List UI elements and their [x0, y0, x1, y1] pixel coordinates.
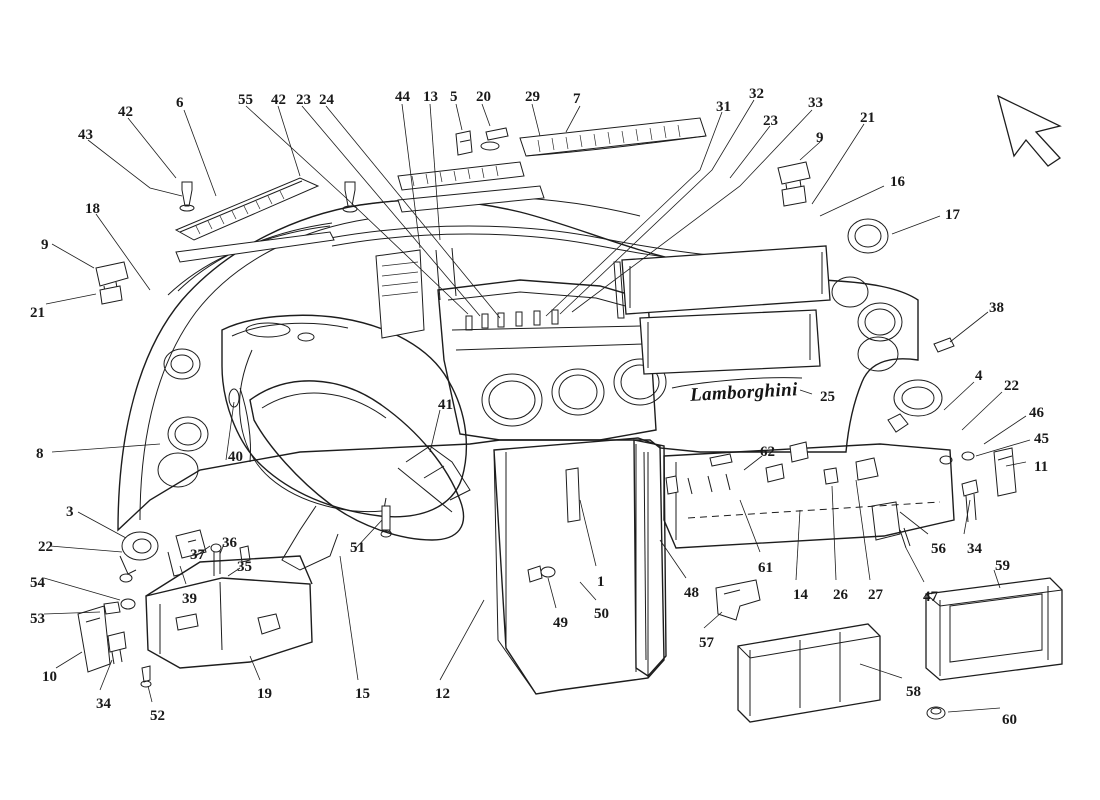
callout-number: 62 — [760, 444, 775, 460]
callout-number: 27 — [868, 587, 883, 603]
callout-number: 37 — [190, 547, 205, 563]
direction-arrow-icon — [998, 96, 1060, 166]
part-clip-9-right — [778, 162, 810, 206]
callout-number: 1 — [597, 574, 605, 590]
callout-number: 11 — [1034, 459, 1049, 475]
callout-number: 41 — [438, 397, 453, 413]
callout-number: 5 — [450, 89, 458, 105]
callout-number: 19 — [257, 686, 272, 702]
callout-number: 17 — [945, 207, 960, 223]
part-clip-9-left — [96, 262, 128, 304]
callout-number: 42 — [118, 104, 133, 120]
callout-number: 38 — [989, 300, 1004, 316]
callout-number: 45 — [1034, 431, 1049, 447]
callout-number: 25 — [820, 389, 835, 405]
callout-number: 44 — [395, 89, 410, 105]
callout-number: 42 — [271, 92, 286, 108]
callout-number: 21 — [860, 110, 875, 126]
part-bracket-57 — [716, 580, 760, 620]
callout-number: 29 — [525, 89, 540, 105]
callout-number: 32 — [749, 86, 764, 102]
callout-number: 16 — [890, 174, 905, 190]
callout-number: 23 — [296, 92, 311, 108]
callout-number: 53 — [30, 611, 45, 627]
part-lower-left-trim-19 — [146, 556, 312, 668]
part-left-vents-8 — [158, 349, 208, 487]
callout-number: 10 — [42, 669, 57, 685]
callout-number: 34 — [96, 696, 111, 712]
callout-number: 47 — [923, 589, 938, 605]
callout-number: 46 — [1029, 405, 1044, 421]
callout-number: 13 — [423, 89, 438, 105]
part-trim-strip-44 — [398, 162, 544, 212]
part-panel-58 — [738, 624, 880, 722]
part-clip-20 — [456, 131, 472, 155]
part-trim-strip-6 — [176, 178, 334, 262]
callout-number: 43 — [78, 127, 93, 143]
part-clip-38 — [934, 338, 954, 352]
callout-number: 51 — [350, 540, 365, 556]
part-knob-60 — [927, 707, 945, 719]
callout-number: 22 — [1004, 378, 1019, 394]
callout-number: 49 — [553, 615, 568, 631]
callout-number: 6 — [176, 95, 184, 111]
callout-number: 4 — [975, 368, 983, 384]
callout-number: 15 — [355, 686, 370, 702]
callout-number: 60 — [1002, 712, 1017, 728]
callout-number: 54 — [30, 575, 45, 591]
part-cluster-binnacle-40 — [222, 315, 466, 516]
callout-number: 55 — [238, 92, 253, 108]
part-screw-43 — [180, 182, 194, 211]
part-center-stack — [376, 248, 666, 440]
part-panel-59 — [926, 578, 1062, 680]
callout-number: 9 — [816, 130, 824, 146]
callout-number: 35 — [237, 559, 252, 575]
callout-number: 33 — [808, 95, 823, 111]
callout-number: 26 — [833, 587, 848, 603]
callout-number: 22 — [38, 539, 53, 555]
callout-number: 57 — [699, 635, 714, 651]
callout-number: 48 — [684, 585, 699, 601]
part-clip-29 — [481, 128, 508, 150]
callout-number: 24 — [319, 92, 334, 108]
callout-number: 39 — [182, 591, 197, 607]
part-right-small-4 — [888, 380, 1016, 522]
part-vent-strip-7 — [520, 118, 706, 156]
callout-number: 9 — [41, 237, 49, 253]
callout-number: 23 — [763, 113, 778, 129]
callout-number: 36 — [222, 535, 237, 551]
part-right-vents-17 — [832, 219, 902, 371]
part-passenger-airbag-16 — [614, 246, 830, 374]
callout-number: 14 — [793, 587, 808, 603]
callout-number: 7 — [573, 91, 581, 107]
callout-number: 50 — [594, 606, 609, 622]
callout-number: 12 — [435, 686, 450, 702]
callout-number: 61 — [758, 560, 773, 576]
part-center-console-12 — [494, 438, 664, 694]
callout-number: 21 — [30, 305, 45, 321]
callout-number: 59 — [995, 558, 1010, 574]
callout-number: 34 — [967, 541, 982, 557]
lamborghini-badge: Lamborghini — [689, 379, 799, 406]
callout-number: 18 — [85, 201, 100, 217]
part-fixings-62 — [710, 442, 910, 548]
callout-number: 20 — [476, 89, 491, 105]
callout-number: 56 — [931, 541, 946, 557]
part-glovebox-14 — [664, 444, 954, 548]
callout-number: 40 — [228, 449, 243, 465]
callout-number: 52 — [150, 708, 165, 724]
callout-number: 8 — [36, 446, 44, 462]
callout-number: 58 — [906, 684, 921, 700]
callout-number: 31 — [716, 99, 731, 115]
callout-number: 3 — [66, 504, 74, 520]
